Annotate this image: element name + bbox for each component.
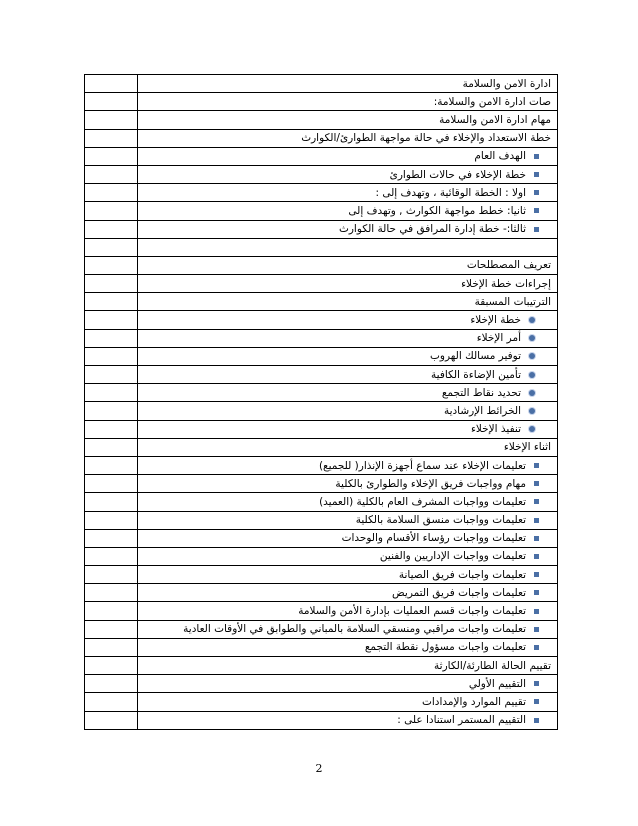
row-text-cell (138, 329, 558, 347)
table-row (85, 511, 558, 529)
page-number: 2 (315, 762, 323, 775)
side-cell (85, 75, 138, 93)
row-text-cell (138, 256, 558, 274)
table-row (85, 366, 558, 384)
side-cell (85, 547, 138, 565)
side-cell (85, 657, 138, 675)
row-text-cell (138, 293, 558, 311)
side-cell (85, 693, 138, 711)
row-text-cell (138, 602, 558, 620)
table-row (85, 657, 558, 675)
row-text-cell (138, 311, 558, 329)
side-cell (85, 675, 138, 693)
square-bullet-icon (534, 154, 539, 159)
side-cell (85, 602, 138, 620)
square-bullet-icon (534, 645, 539, 650)
table-row (85, 329, 558, 347)
table-row (85, 711, 558, 729)
side-cell (85, 438, 138, 456)
row-text: تعليمات واجبات مراقبي ومنسقي السلامة بالمباني والطوابق في الأوقات العادية (183, 623, 526, 636)
row-text-cell (138, 111, 558, 129)
row-text: ثالثا:- خطة إدارة المرافق في حالة الكوارث (338, 223, 526, 236)
table-row (85, 675, 558, 693)
table-row (85, 111, 558, 129)
row-text: تعليمات وواجبات منسق السلامة بالكلية (355, 514, 526, 527)
table-row (85, 238, 558, 256)
row-text-cell (138, 147, 558, 165)
row-text: تعريف المصطلحات (466, 259, 551, 272)
side-cell (85, 129, 138, 147)
table-row (85, 547, 558, 565)
row-text: إجراءات خطة الإخلاء (461, 277, 551, 290)
row-text-cell (138, 456, 558, 474)
table-row (85, 602, 558, 620)
row-text: تأمين الإضاءة الكافية (431, 368, 521, 381)
table-row (85, 693, 558, 711)
side-cell (85, 147, 138, 165)
side-cell (85, 384, 138, 402)
row-text-cell (138, 620, 558, 638)
row-text: مهام ادارة الامن والسلامة (439, 113, 551, 126)
table-row (85, 347, 558, 365)
row-text: ادارة الامن والسلامة (462, 77, 551, 90)
row-text: أمر الإخلاء (476, 332, 521, 345)
row-text: مهام وواجبات فريق الإخلاء والطوارئ بالكلية (335, 477, 526, 490)
round-bullet-icon (529, 408, 535, 414)
row-text: تحديد نقاط التجمع (441, 386, 521, 399)
row-text: تعليمات وواجبات المشرف العام بالكلية (العميد) (319, 495, 526, 508)
table-row (85, 220, 558, 238)
side-cell (85, 566, 138, 584)
table-row (85, 275, 558, 293)
row-text-cell (138, 402, 558, 420)
row-text-cell (138, 366, 558, 384)
side-cell (85, 493, 138, 511)
row-text-cell (138, 438, 558, 456)
row-text: خطة الاستعداد والإخلاء في حالة مواجهة الطوارئ/الكوارث (301, 132, 551, 145)
table-row (85, 584, 558, 602)
row-text-cell (138, 511, 558, 529)
row-text: الهدف العام (474, 150, 526, 163)
row-text-cell (138, 384, 558, 402)
table-row (85, 620, 558, 638)
side-cell (85, 238, 138, 256)
side-cell (85, 184, 138, 202)
table-row (85, 456, 558, 474)
row-text-cell (138, 711, 558, 729)
row-text-cell (138, 347, 558, 365)
side-cell (85, 420, 138, 438)
side-cell (85, 584, 138, 602)
row-text-cell (138, 238, 558, 256)
row-text: تقييم الموارد والإمدادات (421, 695, 526, 708)
table-row (85, 256, 558, 274)
row-text-cell (138, 475, 558, 493)
row-text: خطة الإخلاء في حالات الطوارئ (389, 168, 526, 181)
row-text: تعليمات الإخلاء عند سماع أجهزة الإنذار( للجميع) (318, 459, 526, 472)
side-cell (85, 711, 138, 729)
row-text: صات ادارة الامن والسلامة: (433, 95, 551, 108)
side-cell (85, 256, 138, 274)
row-text: الترتيبات المسبقة (474, 295, 551, 308)
square-bullet-icon (534, 190, 539, 195)
row-text: تعليمات واجبات قسم العمليات بإدارة الأمن والسلامة (298, 605, 526, 618)
square-bullet-icon (534, 572, 539, 577)
row-text-cell (138, 165, 558, 183)
round-bullet-icon (529, 372, 535, 378)
side-cell (85, 311, 138, 329)
row-text: التقييم المستمر استنادا على : (397, 714, 526, 727)
square-bullet-icon (534, 699, 539, 704)
row-text: التقييم الأولي (468, 677, 526, 690)
row-text: اولا : الخطة الوقائية ، وتهدف إلى : (375, 186, 526, 199)
side-cell (85, 511, 138, 529)
table-row (85, 529, 558, 547)
row-text-cell (138, 184, 558, 202)
table-row (85, 438, 558, 456)
table-row (85, 93, 558, 111)
row-text: توفير مسالك الهروب (430, 350, 521, 363)
side-cell (85, 638, 138, 656)
square-bullet-icon (534, 499, 539, 504)
table-row (85, 311, 558, 329)
row-text-cell (138, 420, 558, 438)
table-row (85, 475, 558, 493)
row-text-cell (138, 584, 558, 602)
row-text-cell (138, 657, 558, 675)
square-bullet-icon (534, 518, 539, 523)
square-bullet-icon (534, 718, 539, 723)
table-row (85, 493, 558, 511)
table-row (85, 165, 558, 183)
round-bullet-icon (529, 390, 535, 396)
square-bullet-icon (534, 208, 539, 213)
side-cell (85, 329, 138, 347)
table-row (85, 566, 558, 584)
row-text-cell (138, 529, 558, 547)
side-cell (85, 529, 138, 547)
row-text: تنفيذ الإخلاء (470, 423, 521, 436)
square-bullet-icon (534, 481, 539, 486)
table-row (85, 638, 558, 656)
square-bullet-icon (534, 227, 539, 232)
square-bullet-icon (534, 627, 539, 632)
side-cell (85, 93, 138, 111)
row-text-cell (138, 275, 558, 293)
side-cell (85, 456, 138, 474)
side-cell (85, 475, 138, 493)
row-text: تعليمات وواجبات الإداريين والفنين (379, 550, 526, 563)
row-text-cell (138, 202, 558, 220)
row-text-cell (138, 675, 558, 693)
row-text-cell (138, 693, 558, 711)
square-bullet-icon (534, 609, 539, 614)
row-text-cell (138, 638, 558, 656)
row-text-cell (138, 75, 558, 93)
row-text-cell (138, 566, 558, 584)
side-cell (85, 220, 138, 238)
square-bullet-icon (534, 554, 539, 559)
row-text-cell (138, 129, 558, 147)
row-text: تعليمات واجبات مسؤول نقطة التجمع (364, 641, 526, 654)
side-cell (85, 402, 138, 420)
row-text: تعليمات وواجبات رؤساء الأقسام والوحدات (341, 532, 526, 545)
square-bullet-icon (534, 681, 539, 686)
table-row (85, 184, 558, 202)
table-row (85, 147, 558, 165)
table-row (85, 420, 558, 438)
square-bullet-icon (534, 536, 539, 541)
side-cell (85, 293, 138, 311)
table-row (85, 293, 558, 311)
table-row (85, 384, 558, 402)
row-text: ثانيا: خطط مواجهة الكوارث , وتهدف إلى (348, 204, 526, 217)
round-bullet-icon (529, 353, 535, 359)
row-text-cell (138, 547, 558, 565)
row-text-cell (138, 493, 558, 511)
side-cell (85, 620, 138, 638)
row-text: الخرائط الإرشادية (443, 404, 521, 417)
side-cell (85, 347, 138, 365)
row-text: تعليمات واجبات فريق التمريض (392, 586, 526, 599)
table-row (85, 75, 558, 93)
table-row (85, 202, 558, 220)
side-cell (85, 366, 138, 384)
contents-table (84, 74, 558, 730)
contents-table-body (85, 75, 558, 730)
round-bullet-icon (529, 317, 535, 323)
table-row (85, 402, 558, 420)
round-bullet-icon (529, 426, 535, 432)
side-cell (85, 165, 138, 183)
table-row (85, 129, 558, 147)
side-cell (85, 202, 138, 220)
square-bullet-icon (534, 172, 539, 177)
row-text: خطة الإخلاء (470, 314, 521, 327)
row-text: اثناء الإخلاء (503, 441, 551, 454)
square-bullet-icon (534, 590, 539, 595)
row-text-cell (138, 220, 558, 238)
round-bullet-icon (529, 335, 535, 341)
row-text: تعليمات واجبات فريق الصيانة (398, 568, 526, 581)
row-text-cell (138, 93, 558, 111)
square-bullet-icon (534, 463, 539, 468)
side-cell (85, 111, 138, 129)
side-cell (85, 275, 138, 293)
row-text: تقييم الحالة الطارئة/الكارثة (434, 659, 551, 672)
